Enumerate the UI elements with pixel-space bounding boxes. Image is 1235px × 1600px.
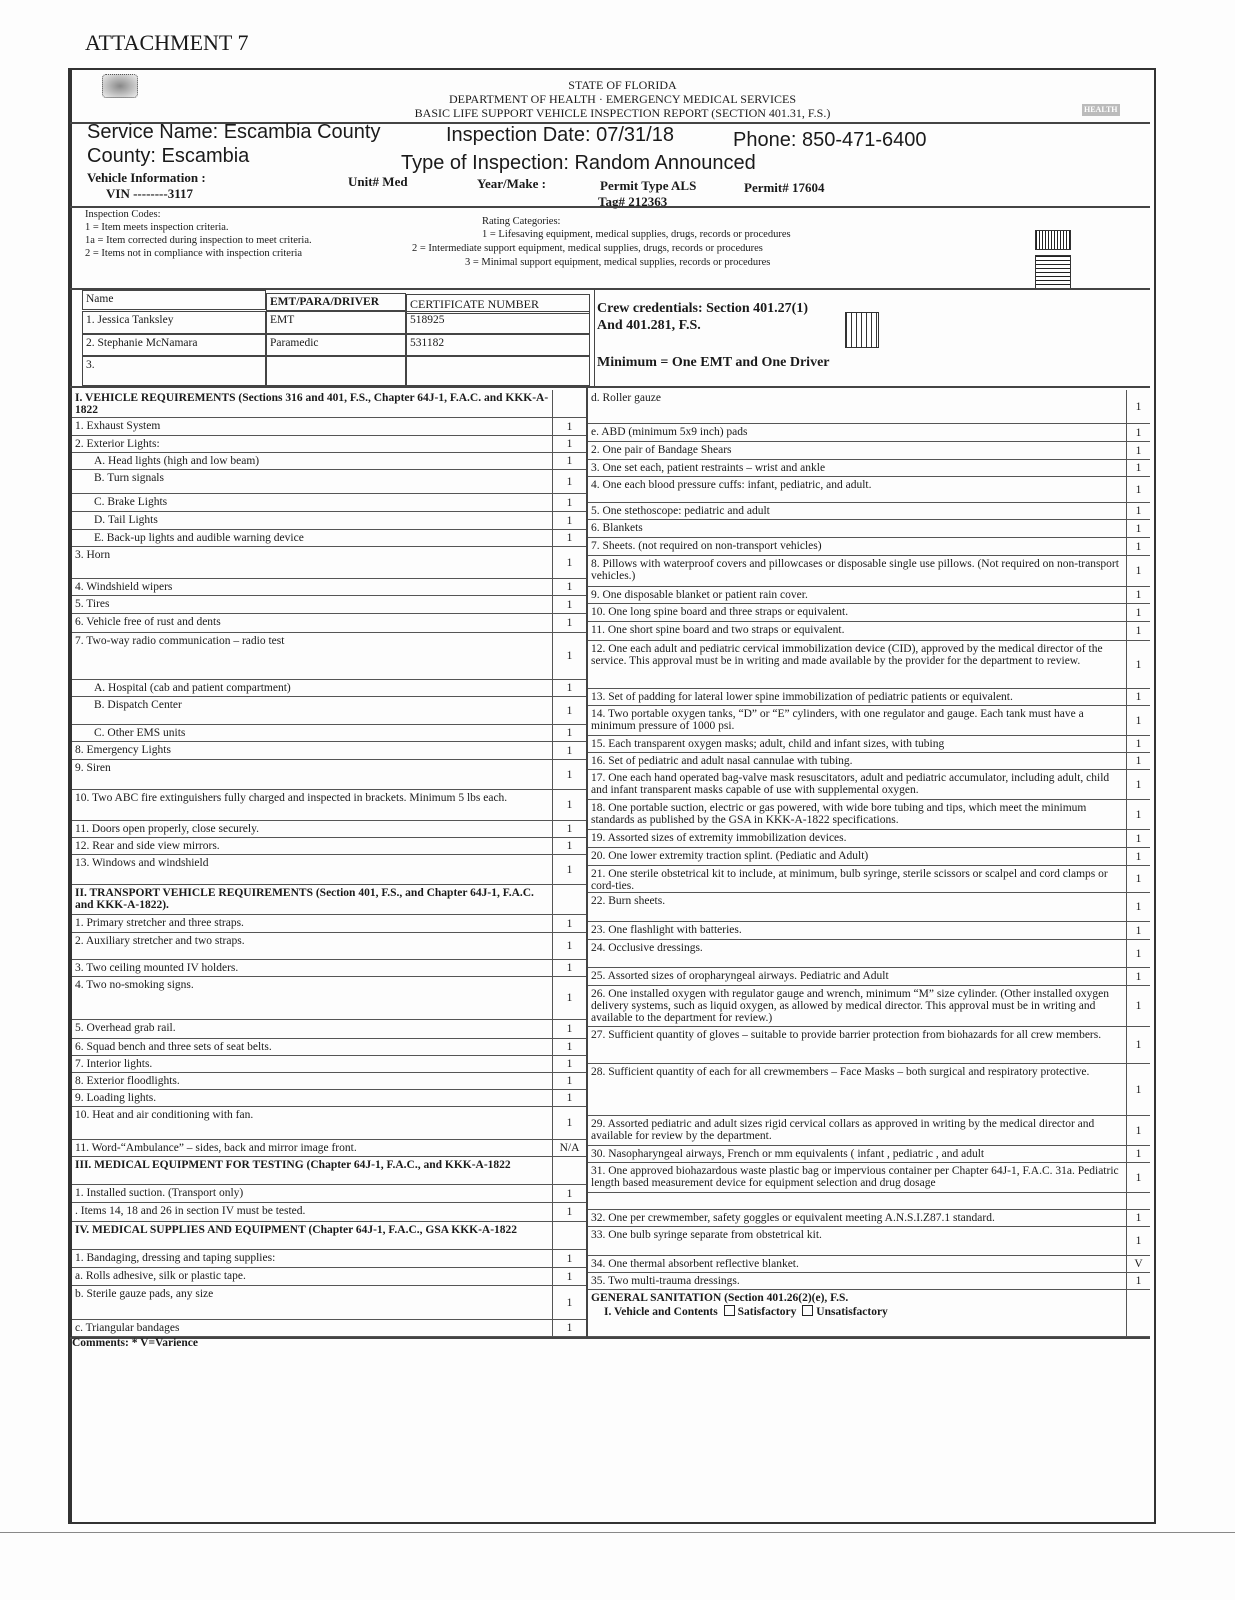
header-state: STATE OF FLORIDA	[568, 78, 677, 92]
item-rating: 1	[552, 1268, 586, 1286]
crew-role: EMT	[266, 311, 406, 334]
crew-role: Paramedic	[266, 334, 406, 356]
item-rating	[552, 390, 586, 418]
checklist-item	[588, 587, 1126, 604]
checklist-item	[72, 1250, 552, 1268]
item-rating: 1	[552, 1320, 586, 1337]
checklist-item	[72, 596, 552, 614]
checklist-item	[72, 977, 552, 1020]
item-rating: 1	[552, 530, 586, 547]
item-label: . Items 14, 18 and 26 in section IV must be tested.	[75, 1205, 306, 1217]
tag-number: Tag# 212363	[598, 194, 668, 209]
item-rating	[1126, 1290, 1150, 1337]
item-rating: 1	[1126, 1210, 1150, 1227]
item-label: 10. One long spine board and three straps or equivalent.	[591, 606, 849, 618]
item-label: 11. One short spine board and two straps or equivalent.	[591, 624, 845, 636]
item-label: 5. Overhead grab rail.	[75, 1022, 176, 1034]
checklist-item	[588, 800, 1126, 830]
item-rating: 1	[1126, 503, 1150, 520]
checklist-item	[72, 1039, 552, 1056]
item-rating: 1	[552, 470, 586, 494]
item-label: C. Brake Lights	[94, 496, 168, 508]
checklist-item	[72, 614, 552, 633]
checklist-item	[72, 680, 552, 697]
item-label: 10. Two ABC fire extinguishers fully charged and inspected in brackets. Minimum 5 lbs each.	[75, 792, 508, 804]
item-rating: 1	[552, 418, 586, 436]
checklist-item	[588, 1163, 1126, 1193]
item-rating: 1	[1126, 770, 1150, 800]
crew-name: 2. Stephanie McNamara	[82, 334, 266, 356]
item-rating: 1	[1126, 538, 1150, 556]
item-label: a. Rolls adhesive, silk or plastic tape.	[75, 1270, 246, 1282]
checklist-item	[72, 453, 552, 470]
item-rating: 1	[1126, 1116, 1150, 1146]
item-rating: 1	[1126, 587, 1150, 604]
item-label: b. Sterile gauze pads, any size	[75, 1288, 214, 1300]
checklist-item	[72, 418, 552, 436]
item-rating: 1	[1126, 1163, 1150, 1193]
checklist-item	[72, 1286, 552, 1320]
item-label: 8. Pillows with waterproof covers and pillowcases or disposable single use pillows. (Not required on non-transport vehicles.)	[591, 558, 1119, 582]
item-rating	[552, 1157, 586, 1185]
checklist-item	[72, 530, 552, 547]
checklist-item	[588, 1210, 1126, 1227]
crew-minimum: Minimum = One EMT and One Driver	[597, 355, 830, 370]
checklist-item	[72, 1073, 552, 1090]
code-2: 2 = Items not in compliance with inspection criteria	[85, 248, 303, 259]
item-rating: 1	[552, 697, 586, 725]
service-name: Service Name: Escambia County	[87, 121, 381, 143]
item-rating: 1	[1126, 1273, 1150, 1290]
checklist-item	[72, 1203, 552, 1222]
checklist-item	[588, 940, 1126, 968]
section-header	[588, 1290, 1126, 1337]
rating-3: 3 = Minimal support equipment, medical supplies, records or procedures	[465, 257, 771, 268]
item-label: 2. One pair of Bandage Shears	[591, 444, 732, 456]
checklist-item	[588, 641, 1126, 689]
item-rating: 1	[552, 977, 586, 1020]
checklist-item	[588, 1273, 1126, 1290]
item-rating: 1	[1126, 442, 1150, 460]
item-label: 33. One bulb syringe separate from obstetrical kit.	[591, 1229, 822, 1241]
item-label: 26. One installed oxygen with regulator gauge and wrench, minimum “M” size cylinder. (Other installed oxygen delivery systems, such as liquid oxygen, as allowed by medical director. This approval must be in writing and available to the department for review.)	[591, 988, 1109, 1024]
item-rating: 1	[1126, 940, 1150, 968]
item-rating: 1	[552, 436, 586, 453]
item-rating: V	[1126, 1256, 1150, 1273]
item-rating: 1	[552, 960, 586, 977]
item-label: 22. Burn sheets.	[591, 895, 666, 907]
header-dept: DEPARTMENT OF HEALTH · EMERGENCY MEDICAL SERVICES	[448, 92, 796, 106]
checklist-item	[588, 1027, 1126, 1064]
item-label: 30. Nasopharyngeal airways, French or mm equivalents ( infant , pediatric , and adult	[591, 1148, 985, 1160]
item-label: 8. Exterior floodlights.	[75, 1075, 180, 1087]
item-label: 4. One each blood pressure cuffs: infant, pediatric, and adult.	[591, 479, 872, 491]
item-rating: 1	[1126, 736, 1150, 753]
item-rating: 1	[1126, 830, 1150, 848]
ratings-title: Rating Categories:	[482, 216, 561, 227]
item-rating: 1	[552, 512, 586, 530]
item-label: 13. Windows and windshield	[75, 857, 209, 869]
item-label: B. Turn signals	[94, 472, 164, 484]
item-rating: 1	[552, 742, 586, 760]
item-label: 15. Each transparent oxygen masks; adult, child and infant sizes, with tubing	[591, 738, 945, 750]
checklist-item	[588, 689, 1126, 706]
item-rating: 1	[1126, 866, 1150, 893]
item-label: e. ABD (minimum 5x9 inch) pads	[591, 426, 748, 438]
section-header	[72, 1157, 552, 1185]
crew-name: 3.	[82, 356, 266, 386]
item-rating: 1	[1126, 968, 1150, 986]
item-label: 11. Word-“Ambulance” – sides, back and mirror image front.	[75, 1142, 357, 1154]
item-label: 17. One each hand operated bag-valve mask resuscitators, adult and pediatric accumulator, including adult, child and infant transparent masks capable of use with supplemental oxygen.	[591, 772, 1110, 796]
item-rating: N/A	[552, 1140, 586, 1157]
item-label: 11. Doors open properly, close securely.	[75, 823, 259, 835]
item-rating: 1	[1126, 689, 1150, 706]
item-label: 7. Interior lights.	[75, 1058, 153, 1070]
item-rating: 1	[552, 1286, 586, 1320]
checklist-item	[72, 725, 552, 742]
checklist-item	[588, 1146, 1126, 1163]
checklist-item	[72, 1107, 552, 1140]
item-label: 13. Set of padding for lateral lower spine immobilization of pediatric patients or equivalent.	[591, 691, 1013, 703]
item-rating: 1	[1126, 622, 1150, 641]
item-rating: 1	[1126, 604, 1150, 622]
crew-header-cert: CERTIFICATE NUMBER	[406, 294, 590, 314]
vehicle-info-label: Vehicle Information :	[87, 170, 206, 185]
item-label: c. Triangular bandages	[75, 1322, 180, 1334]
item-rating: 1	[552, 790, 586, 821]
inspection-type: Type of Inspection: Random Announced	[401, 152, 756, 174]
checklist-item	[72, 470, 552, 494]
checklist-item	[588, 753, 1126, 770]
checklist-item	[588, 968, 1126, 986]
item-rating: 1	[1126, 893, 1150, 922]
checklist-item	[72, 1090, 552, 1107]
item-label: 1. Bandaging, dressing and taping supplies:	[75, 1252, 276, 1264]
item-label: 14. Two portable oxygen tanks, “D” or “E” cylinders, with one regulator and gauge. Each tank must have a minimum pressure of 1000 psi.	[591, 708, 1084, 732]
item-label: 5. Tires	[75, 598, 110, 610]
crew-certificate: 518925	[406, 311, 590, 334]
item-label: 28. Sufficient quantity of each for all crewmembers – Face Masks – both surgical and respiratory protective.	[591, 1066, 1090, 1078]
permit-type: Permit Type ALS	[600, 178, 697, 193]
item-rating: 1	[1126, 477, 1150, 503]
item-label: 35. Two multi-trauma dressings.	[591, 1275, 740, 1287]
attachment-label: ATTACHMENT 7	[85, 30, 249, 55]
checklist-item	[72, 838, 552, 855]
crew-credentials-2: And 401.281, F.S.	[597, 318, 701, 333]
rating-2: 2 = Intermediate support equipment, medical supplies, drugs, records or procedures	[412, 243, 763, 254]
checklist-item	[588, 460, 1126, 477]
crew-header-name: Name	[82, 290, 266, 310]
item-label: 3. Two ceiling mounted IV holders.	[75, 962, 239, 974]
item-rating: 1	[1126, 800, 1150, 830]
item-rating: 1	[1126, 556, 1150, 587]
item-rating: 1	[1126, 706, 1150, 736]
item-label: 16. Set of pediatric and adult nasal cannulae with tubing.	[591, 755, 853, 767]
item-label: 4. Windshield wipers	[75, 581, 173, 593]
checklist-item	[72, 512, 552, 530]
checklist-item	[588, 503, 1126, 520]
checklist-item	[72, 547, 552, 579]
checklist-item	[588, 736, 1126, 753]
item-label: 6. Vehicle free of rust and dents	[75, 616, 221, 628]
item-label: 3. Horn	[75, 549, 111, 561]
rating-box-icon	[1035, 255, 1071, 290]
checklist-item	[72, 933, 552, 960]
item-label: 9. Siren	[75, 762, 111, 774]
item-rating: 1	[552, 547, 586, 579]
item-label: 29. Assorted pediatric and adult sizes rigid cervical collars as approved in writing by the medical director and available for review by the department.	[591, 1118, 1095, 1142]
header-report-title: BASIC LIFE SUPPORT VEHICLE INSPECTION REPORT (SECTION 401.31, F.S.)	[414, 106, 831, 120]
checklist-item	[72, 1320, 552, 1337]
item-label: 32. One per crewmember, safety goggles or equivalent meeting A.N.S.I.Z87.1 standard.	[591, 1212, 995, 1224]
satisfactory-label: Satisfactory	[737, 1306, 797, 1318]
checklist-item	[588, 538, 1126, 556]
crew-credentials: Crew credentials: Section 401.27(1)	[597, 301, 808, 316]
sanitation-item: I. Vehicle and Contents	[604, 1306, 718, 1318]
item-label: 34. One thermal absorbent reflective blanket.	[591, 1258, 799, 1270]
unit-number: Unit# Med	[348, 174, 408, 189]
crew-role	[266, 356, 406, 386]
rating-1: 1 = Lifesaving equipment, medical supplies, drugs, records or procedures	[482, 229, 791, 240]
item-label: 12. One each adult and pediatric cervical immobilization device (CID), approved by the medical director of the service. This approval must be in writing and made available by the provider for the department to review.	[591, 643, 1103, 667]
item-label: 7. Two-way radio communication – radio test	[75, 635, 285, 647]
item-label: A. Head lights (high and low beam)	[94, 455, 260, 467]
item-label: 6. Blankets	[591, 522, 643, 534]
item-rating: 1	[552, 633, 586, 680]
vin: VIN --------3117	[106, 186, 194, 201]
item-label: III. MEDICAL EQUIPMENT FOR TESTING (Chapter 64J-1, F.A.C., and KKK-A-1822	[75, 1159, 511, 1171]
item-rating: 1	[552, 614, 586, 633]
checklist-item	[588, 622, 1126, 641]
checklist-item	[72, 1185, 552, 1203]
checklist-item	[588, 1256, 1126, 1273]
item-label: I. VEHICLE REQUIREMENTS (Sections 316 and 401, F.S., Chapter 64J-1, F.A.C. and KKK-A-1822	[75, 392, 549, 416]
item-label: 19. Assorted sizes of extremity immobilization devices.	[591, 832, 847, 844]
item-label: d. Roller gauze	[591, 392, 661, 404]
item-label: B. Dispatch Center	[94, 699, 182, 711]
item-label: 7. Sheets. (not required on non-transport vehicles)	[591, 540, 822, 552]
item-rating: 1	[1126, 1146, 1150, 1163]
checklist-item	[72, 697, 552, 725]
checklist-item	[588, 424, 1126, 442]
item-label: IV. MEDICAL SUPPLIES AND EQUIPMENT (Chapter 64J-1, F.A.C., GSA KKK-A-1822	[75, 1224, 518, 1236]
item-label: 31. One approved biohazardous waste plastic bag or impervious container per Chapter 64J-1, F.A.C. 31a. Pediatric length based measurement device for equipment selection and drug dosage	[591, 1165, 1119, 1189]
crew-header-role: EMT/PARA/DRIVER	[266, 293, 406, 311]
item-label: 9. One disposable blanket or patient rain cover.	[591, 589, 808, 601]
item-rating: 1	[1126, 753, 1150, 770]
item-rating: 1	[552, 1020, 586, 1039]
item-rating: 1	[552, 1250, 586, 1268]
item-label: 2. Exterior Lights:	[75, 438, 160, 450]
checklist-item	[72, 1140, 552, 1157]
checklist-item	[72, 1020, 552, 1039]
item-rating: 1	[552, 933, 586, 960]
checklist-item	[588, 770, 1126, 800]
item-rating	[1126, 1193, 1150, 1210]
checklist-item	[588, 1227, 1126, 1256]
checklist-item	[588, 830, 1126, 848]
checklist-item	[72, 633, 552, 680]
checklist-item	[588, 848, 1126, 866]
checklist-item	[72, 760, 552, 790]
item-label: 4. Two no-smoking signs.	[75, 979, 194, 991]
checklist-item	[588, 1193, 1126, 1210]
checklist-item	[588, 986, 1126, 1027]
item-rating: 1	[552, 1090, 586, 1107]
item-label: C. Other EMS units	[94, 727, 186, 739]
checklist-item	[588, 1064, 1126, 1116]
item-rating: 1	[552, 680, 586, 697]
item-rating: 1	[552, 1185, 586, 1203]
crew-name: 1. Jessica Tanksley	[82, 311, 266, 334]
item-rating: 1	[1126, 424, 1150, 442]
phone: Phone: 850-471-6400	[733, 129, 927, 151]
item-rating: 1	[1126, 1064, 1150, 1116]
year-make: Year/Make :	[477, 176, 546, 191]
crew-certificate	[406, 356, 590, 386]
checklist-item	[588, 706, 1126, 736]
item-rating: 1	[552, 1203, 586, 1222]
checklist-item	[588, 893, 1126, 922]
item-rating: 1	[1126, 922, 1150, 940]
item-label: 1. Exhaust System	[75, 420, 161, 432]
section-header	[72, 885, 552, 915]
item-rating: 1	[552, 494, 586, 512]
item-label: 8. Emergency Lights	[75, 744, 171, 756]
unsatisfactory-label: Unsatisfactory	[816, 1306, 888, 1318]
item-rating: 1	[552, 453, 586, 470]
item-rating: 1	[552, 596, 586, 614]
item-label: 18. One portable suction, electric or gas powered, with wide bore tubing and tips, which meet the minimum standards as published by the GSA in KKK-A-1822 specifications.	[591, 802, 1087, 826]
code-1: 1 = Item meets inspection criteria.	[85, 222, 229, 233]
item-label: 9. Loading lights.	[75, 1092, 157, 1104]
checklist-item	[72, 1056, 552, 1073]
item-rating: 1	[1126, 460, 1150, 477]
checklist-item	[588, 866, 1126, 893]
checklist-item	[72, 1268, 552, 1286]
checklist-item	[588, 556, 1126, 587]
item-label: GENERAL SANITATION (Section 401.26(2)(e), F.S.	[591, 1292, 849, 1304]
checklist-item	[588, 922, 1126, 940]
checklist-item	[72, 436, 552, 453]
item-label: 27. Sufficient quantity of gloves – suitable to provide barrier protection from biohazards for all crew members.	[591, 1029, 1102, 1041]
item-label: 1. Primary stretcher and three straps.	[75, 917, 244, 929]
code-1a: 1a = Item corrected during inspection to meet criteria.	[85, 235, 312, 246]
item-rating: 1	[552, 915, 586, 933]
checklist-item	[72, 494, 552, 512]
item-rating: 1	[552, 579, 586, 596]
comments: Comments: * V=Varience	[72, 1337, 199, 1349]
health-logo: HEALTH	[1084, 105, 1118, 114]
crew-certificate: 531182	[406, 334, 590, 356]
item-label: 12. Rear and side view mirrors.	[75, 840, 220, 852]
item-rating: 1	[552, 725, 586, 742]
item-rating: 1	[1126, 986, 1150, 1027]
checklist-item	[588, 1116, 1126, 1146]
section-header	[72, 390, 552, 418]
checklist-item	[72, 790, 552, 821]
checklist-item	[588, 390, 1126, 424]
item-rating: 1	[1126, 1227, 1150, 1256]
item-label: 6. Squad bench and three sets of seat belts.	[75, 1041, 272, 1053]
checklist-item	[72, 742, 552, 760]
county: County: Escambia	[87, 145, 250, 167]
item-rating: 1	[1126, 520, 1150, 538]
section-header	[72, 1222, 552, 1250]
item-rating: 1	[552, 838, 586, 855]
checklist-item	[588, 604, 1126, 622]
checklist-item	[72, 915, 552, 933]
item-rating	[552, 885, 586, 915]
item-label: 21. One sterile obstetrical kit to include, at minimum, bulb syringe, sterile scissors or scalpel and cord clamps or cord-ties.	[591, 868, 1108, 892]
item-rating: 1	[552, 1056, 586, 1073]
item-label: A. Hospital (cab and patient compartment)	[94, 682, 291, 694]
item-label: 10. Heat and air conditioning with fan.	[75, 1109, 254, 1121]
item-label: 20. One lower extremity traction splint. (Pediatic and Adult)	[591, 850, 869, 862]
barcode-icon	[1035, 230, 1071, 250]
item-rating: 1	[1126, 390, 1150, 424]
checklist-item	[588, 442, 1126, 460]
item-label: 3. One set each, patient restraints – wrist and ankle	[591, 462, 826, 474]
item-label: 24. Occlusive dressings.	[591, 942, 703, 954]
item-label: II. TRANSPORT VEHICLE REQUIREMENTS (Section 401, F.S., and Chapter 64J-1, F.A.C. and KKK-A-1822).	[75, 887, 534, 911]
codes-title: Inspection Codes:	[85, 209, 161, 220]
item-rating: 1	[552, 1107, 586, 1140]
item-rating: 1	[1126, 1027, 1150, 1064]
item-label: D. Tail Lights	[94, 514, 158, 526]
item-rating: 1	[552, 760, 586, 790]
checklist-item	[72, 855, 552, 885]
checklist-item	[588, 520, 1126, 538]
checklist-item	[588, 477, 1126, 503]
item-label: 2. Auxiliary stretcher and two straps.	[75, 935, 245, 947]
checklist-item	[72, 821, 552, 838]
item-label: E. Back-up lights and audible warning device	[94, 532, 304, 544]
item-label: 1. Installed suction. (Transport only)	[75, 1187, 244, 1199]
item-label: 23. One flashlight with batteries.	[591, 924, 742, 936]
item-label: 25. Assorted sizes of oropharyngeal airways. Pediatric and Adult	[591, 970, 889, 982]
item-rating: 1	[552, 855, 586, 885]
checklist-item	[72, 960, 552, 977]
item-rating: 1	[1126, 641, 1150, 689]
permit-number: Permit# 17604	[744, 180, 825, 195]
item-rating	[552, 1222, 586, 1250]
checklist-item	[72, 579, 552, 596]
item-rating: 1	[1126, 848, 1150, 866]
item-rating: 1	[552, 1073, 586, 1090]
inspection-date: Inspection Date: 07/31/18	[446, 124, 674, 146]
crew-checkbox-icon	[845, 312, 879, 348]
item-rating: 1	[552, 1039, 586, 1056]
item-label: 5. One stethoscope: pediatric and adult	[591, 505, 770, 517]
item-rating: 1	[552, 821, 586, 838]
